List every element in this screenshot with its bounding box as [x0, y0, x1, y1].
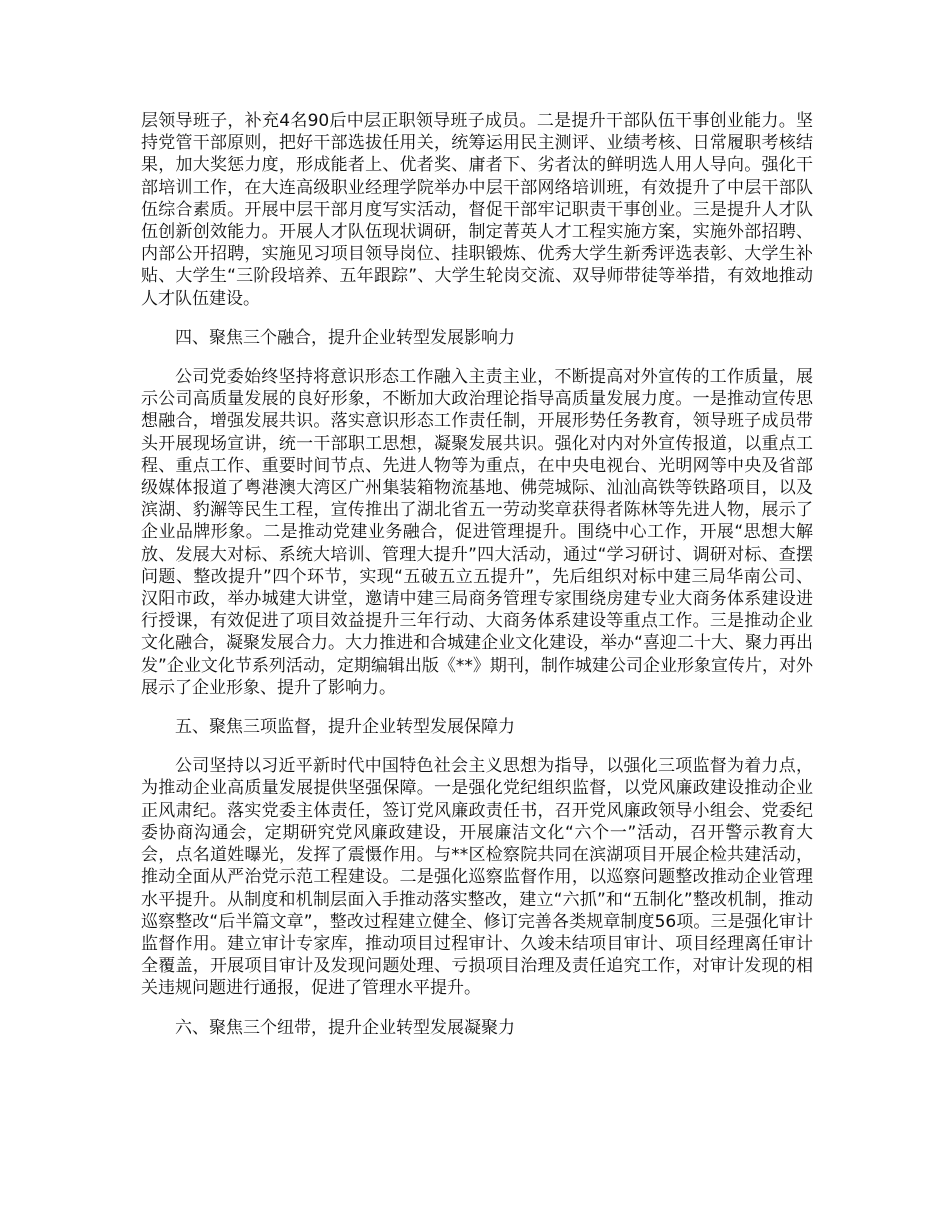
document-page	[141, 110, 813, 1056]
body-paragraph-section-four: 公司党委始终坚持将意识形态工作融入主责主业，不断提高对外宣传的工作质量，展示公司高质量发展的良好形象，不断加大政治理论指导高质量发展力度。一是推动宣传思想融合，增强发展共识。落实意识形态工作责任制，开展形势任务教育，领导班子成员带头开展现场宣讲，统一干部职工思想，凝聚发展共识。强化对内对外宣传报道，以重点工程、重点工作、重要时间节点、先进人物等为重点，在中央电视台、光明网等中央及省部级媒体报道了粤港澳大湾区广州集装箱物流基地、佛莞城际、汕汕高铁等铁路项目，以及滨湖、豹澥等民生工程，宣传推出了湖北省五一劳动奖章获得者陈林等先进人物，展示了企业品牌形象。二是推动党建业务融合，促进管理提升。围绕中心工作，开展“思想大解放、发展大对标、系统大培训、管理大提升”四大活动，通过“学习研讨、调研对标、查摆问题、整改提升”四个环节，实现“五破五立五提升”，先后组织对标中建三局华南公司、汉阳市政，举办城建大讲堂，邀请中建三局商务管理专家围绕房建专业大商务体系建设进行授课，有效促进了项目效益提升三年行动、大商务体系建设等重点工作。三是推动企业文化融合，凝聚发展合力。大力推进和合城建企业文化建设，举办“喜迎二十大、聚力再出发”企业文化节系列活动，定期编辑出版《**》期刊，制作城建公司企业形象宣传片，对外展示了企业形象、提升了影响力。	[141, 367, 813, 698]
section-heading-four: 四、聚焦三个融合，提升企业转型发展影响力	[175, 327, 515, 348]
section-heading-six: 六、聚焦三个纽带，提升企业转型发展凝聚力	[175, 1017, 515, 1038]
body-paragraph-section-five: 公司坚持以习近平新时代中国特色社会主义思想为指导，以强化三项监督为着力点，为推动企业高质量发展提供坚强保障。一是强化党纪组织监督，以党风廉政建设推动企业正风肃纪。落实党委主体责任，签订党风廉政责任书，召开党风廉政领导小组会、党委纪委协商沟通会，定期研究党风廉政建设，开展廉洁文化“六个一”活动，召开警示教育大会，点名道姓曝光，发挥了震慑作用。与**区检察院共同在滨湖项目开展企检共建活动，推动全面从严治党示范工程建设。二是强化巡察监督作用，以巡察问题整改推动企业管理水平提升。从制度和机制层面入手推动落实整改，建立“六抓”和“五制化”整改机制，推动巡察整改“后半篇文章”，整改过程建立健全、修订完善各类规章制度56项。三是强化审计监督作用。建立审计专家库，推动项目过程审计、久竣未结项目审计、项目经理离任审计全覆盖，开展项目审计及发现问题处理、亏损项目治理及责任追究工作，对审计发现的相关违规问题进行通报，促进了管理水平提升。	[141, 756, 813, 999]
section-heading-five: 五、聚焦三项监督，提升企业转型发展保障力	[175, 717, 515, 738]
body-paragraph-continuation: 层领导班子，补充4名90后中层正职领导班子成员。二是提升干部队伍干事创业能力。坚持党管干部原则，把好干部选拔任用关，统筹运用民主测评、业绩考核、日常履职考核结果，加大奖惩力度，形成能者上、优者奖、庸者下、劣者汰的鲜明选人用人导向。强化干部培训工作，在大连高级职业经理学院举办中层干部网络培训班，有效提升了中层干部队伍综合素质。开展中层干部月度写实活动，督促干部牢记职责干事创业。三是提升人才队伍创新创效能力。开展人才队伍现状调研，制定菁英人才工程实施方案，实施外部招聘、内部公开招聘，实施见习项目领导岗位、挂职锻炼、优秀大学生新秀评选表彰、大学生补贴、大学生“三阶段培养、五年跟踪”、大学生轮岗交流、双导师带徒等举措，有效地推动人才队伍建设。	[141, 111, 813, 309]
